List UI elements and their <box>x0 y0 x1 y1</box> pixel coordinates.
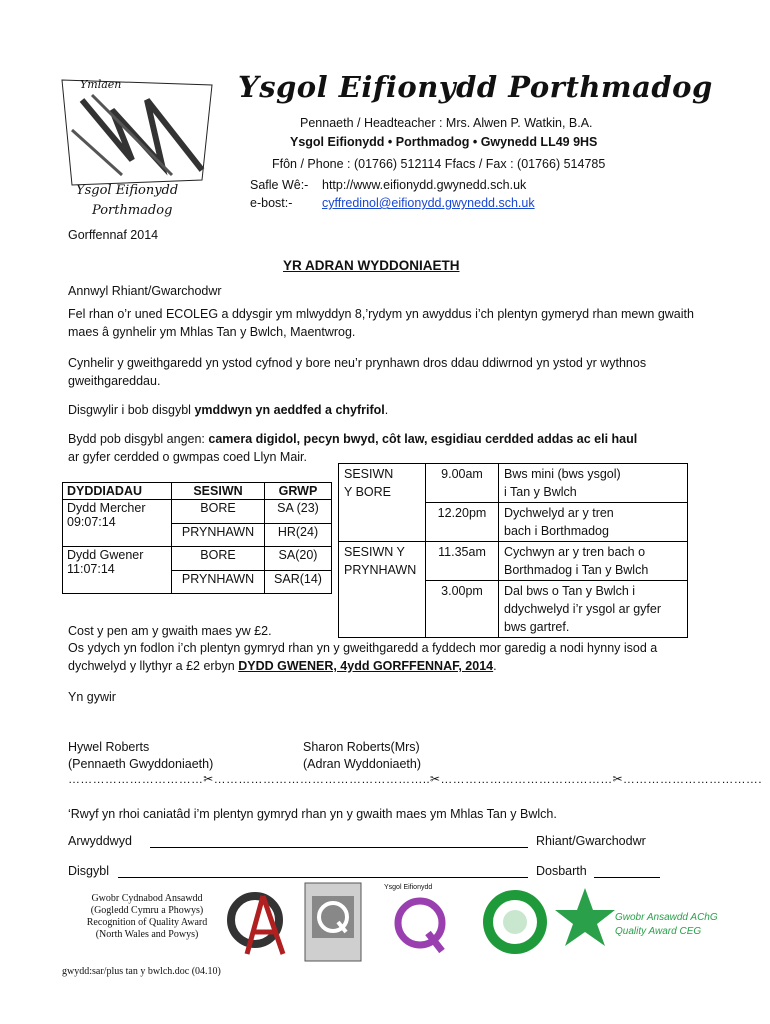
website-link[interactable]: http://www.eifionydd.gwynedd.sch.uk <box>322 178 527 192</box>
detail-line: ddychwelyd i’r ysgol ar gyfer <box>504 602 662 616</box>
pupil-name-field[interactable] <box>118 877 528 878</box>
paragraph-5 <box>68 639 708 675</box>
quality-award-logo <box>225 884 289 963</box>
deadline-date: DYDD GWENER, 4ydd GORFFENNAF, 2014 <box>238 659 494 673</box>
label-line: Y BORE <box>344 485 392 499</box>
consent-text: ‘Rwyf yn rhoi caniatâd i’m plentyn gymryd rhan yn y gwaith maes ym Mhlas Tan y Bwlch. <box>68 807 557 821</box>
school-address: Ysgol Eifionydd • Porthmadog • Gwynedd LL49 9HS <box>290 135 598 149</box>
col-header-session: SESIWN <box>172 483 265 500</box>
letter-date: Gorffennaf 2014 <box>68 228 159 242</box>
morning-session-label <box>339 464 426 542</box>
detail-cell <box>499 542 688 581</box>
signed-label: Arwyddwyd <box>68 834 132 848</box>
group-cell: HR(24) <box>265 523 332 547</box>
award-caption <box>82 893 212 941</box>
ceg-quality-award-logo <box>555 884 718 959</box>
paragraph-2: Cynhelir y gweithgaredd yn ystod cyfnod y bore neu’r prynhawn dros ddau ddiwrnod yn ystod yr wythnos gweithgareddau. <box>68 356 647 388</box>
email-link[interactable]: cyffredinol@eifionydd.gwynedd.sch.uk <box>322 196 535 210</box>
time-cell: 3.00pm <box>426 581 499 638</box>
date-value: 11:07:14 <box>67 562 115 576</box>
signature-2-name: Sharon Roberts(Mrs) <box>303 740 420 754</box>
table-row-date-1 <box>63 500 172 547</box>
logo-caption-1: Ysgol Eifionydd <box>76 183 179 198</box>
paragraph-3 <box>68 401 708 419</box>
website-label: Safle Wê:- <box>250 178 309 192</box>
award-line: Recognition of Quality Award <box>86 917 208 928</box>
footer-filename: gwydd:sar/plus tan y bwlch.doc (04.10) <box>62 966 221 977</box>
email-line <box>250 196 535 210</box>
label-line: PRYNHAWN <box>344 563 417 577</box>
signed-role: Rhiant/Gwarchodwr <box>536 834 646 848</box>
cost-line: Cost y pen am y gwaith maes yw £2. <box>68 624 272 638</box>
label-line: SESIWN Y <box>344 545 405 559</box>
investors-award-logo <box>304 882 362 965</box>
detail-cell <box>499 503 688 542</box>
label-line: SESIWN <box>344 467 394 481</box>
para5-end: . <box>493 659 497 673</box>
group-cell: SA(20) <box>265 547 332 571</box>
para4-end: ar gyfer cerdded o gwmpas coed Llyn Mair. <box>68 450 308 464</box>
col-header-dates: DYDDIADAU <box>63 483 172 500</box>
date-day: Dydd Mercher <box>67 501 146 515</box>
pupil-label: Disgybl <box>68 864 109 878</box>
award-line: Gwobr Cydnabod Ansawdd <box>91 893 203 904</box>
school-name: Ysgol Eifionydd Porthmadog <box>238 70 713 104</box>
phone-fax: Ffôn / Phone : (01766) 512114 Ffacs / Fax : (01766) 514785 <box>272 157 606 171</box>
logo-motto: Ymlaen <box>80 78 122 91</box>
time-cell: 12.20pm <box>426 503 499 542</box>
logo-caption-2: Porthmadog <box>92 203 173 218</box>
timetable-table <box>338 463 688 638</box>
para4-text: Bydd pob disgybl angen: <box>68 432 209 446</box>
svg-text:Gwobr Ansawdd AChG: Gwobr Ansawdd AChG <box>615 912 718 923</box>
dates-table <box>62 482 332 594</box>
detail-line: bach i Borthmadog <box>504 524 609 538</box>
para3-text: Disgwylir i bob disgybl <box>68 403 195 417</box>
signature-1-role: (Pennaeth Gwyddoniaeth) <box>68 757 214 771</box>
paragraph-1: Fel rhan o’r uned ECOLEG a ddysgir ym mlwyddyn 8,’rydym yn awyddus i’ch plentyn gymeryd rhan mewn gwaith maes â gynhelir ym Mhlas Tan y Bwlch, Maentwrog. <box>68 307 694 339</box>
table-row-date-2 <box>63 547 172 594</box>
group-cell: SA (23) <box>265 500 332 524</box>
letter-heading: YR ADRAN WYDDONIAETH <box>283 258 460 273</box>
class-field[interactable] <box>594 877 660 878</box>
time-cell: 11.35am <box>426 542 499 581</box>
email-label: e-bost:- <box>250 196 293 210</box>
detail-cell <box>499 464 688 503</box>
class-label: Dosbarth <box>536 864 587 878</box>
para4-emphasis: camera digidol, pecyn bwyd, côt law, esgidiau cerdded addas ac eli haul <box>208 432 638 446</box>
detail-line: Borthmadog i Tan y Bwlch <box>504 563 649 577</box>
date-value: 09:07:14 <box>67 515 116 529</box>
award-line: (North Wales and Powys) <box>95 929 199 940</box>
detail-line: Dychwelyd ar y tren <box>504 506 614 520</box>
ysgol-award-caption: Ysgol Eifionydd <box>384 884 433 891</box>
detail-line: i Tan y Bwlch <box>504 485 577 499</box>
website-line <box>250 178 526 192</box>
session-cell: PRYNHAWN <box>172 523 265 547</box>
session-cell: PRYNHAWN <box>172 570 265 594</box>
signoff: Yn gywir <box>68 690 116 704</box>
accredited-centre-logo <box>481 888 549 959</box>
para5-text: Os ydych yn fodlon i’ch plentyn gymryd rhan yn y gweithgaredd a fyddech mor garedig a nodi hynny isod a dychwelyd y llythyr a £2 erbyn <box>68 641 658 673</box>
para3-end: . <box>384 403 389 417</box>
signature-field[interactable] <box>150 847 528 848</box>
detail-line: Dal bws o Tan y Bwlch i <box>504 584 636 598</box>
signature-1-name: Hywel Roberts <box>68 740 150 754</box>
session-cell: BORE <box>172 500 265 524</box>
award-line: (Gogledd Cymru a Phowys) <box>90 905 204 916</box>
detail-line: bws gartref. <box>504 620 570 634</box>
session-cell: BORE <box>172 547 265 571</box>
signature-2-role: (Adran Wyddoniaeth) <box>303 757 422 771</box>
cut-line: ……………………………✂……………………………………………..✂……………………………………✂……………………………. <box>68 772 762 786</box>
paragraph-4 <box>68 430 708 466</box>
group-cell: SAR(14) <box>265 570 332 594</box>
salutation: Annwyl Rhiant/Gwarchodwr <box>68 284 222 298</box>
headteacher: Pennaeth / Headteacher : Mrs. Alwen P. Watkin, B.A. <box>300 116 593 130</box>
svg-text:Quality Award CEG: Quality Award CEG <box>615 926 702 937</box>
detail-line: Bws mini (bws ysgol) <box>504 467 621 481</box>
time-cell: 9.00am <box>426 464 499 503</box>
col-header-group: GRWP <box>265 483 332 500</box>
date-day: Dydd Gwener <box>67 548 144 562</box>
detail-line: Cychwyn ar y tren bach o <box>504 545 646 559</box>
para3-emphasis: ymddwyn yn aeddfed a chyfrifol <box>194 403 385 417</box>
cymraeg-award-logo <box>392 895 448 958</box>
